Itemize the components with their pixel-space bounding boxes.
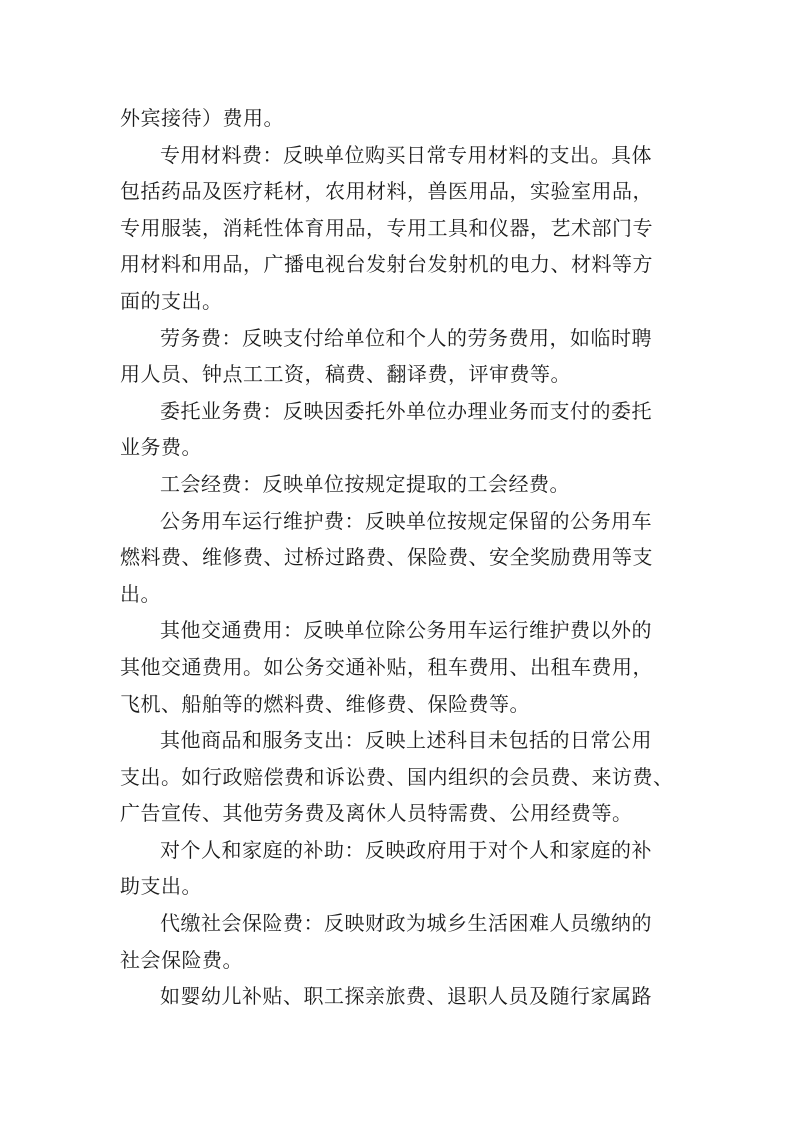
text-line: 工会经费：反映单位按规定提取的工会经费。 [160,471,570,496]
text-line: 面的支出。 [120,288,223,313]
text-line: 广告宣传、其他劳务费及离休人员特需费、公用经费等。 [120,801,633,826]
text-line: 出。 [120,581,161,606]
text-line: 包括药品及医疗耗材，农用材料，兽医用品，实验室用品， [120,179,653,204]
text-line: 业务费。 [120,435,202,460]
text-line: 支出。如行政赔偿费和诉讼费、国内组织的会员费、来访费、 [120,764,674,789]
text-line: 公务用车运行维护费：反映单位按规定保留的公务用车 [160,508,652,533]
text-line: 专用材料费：反映单位购买日常专用材料的支出。具体 [160,142,652,167]
text-line: 助支出。 [120,874,202,899]
text-line: 其他交通费用。如公务交通补贴，租车费用、出租车费用， [120,654,653,679]
text-line: 专用服装，消耗性体育用品，专用工具和仪器，艺术部门专 [120,215,653,240]
text-line: 代缴社会保险费：反映财政为城乡生活困难人员缴纳的 [160,911,652,936]
text-line: 对个人和家庭的补助：反映政府用于对个人和家庭的补 [160,837,652,862]
text-line: 如婴幼儿补贴、职工探亲旅费、退职人员及随行家属路 [160,984,652,1009]
text-line: 飞机、船舶等的燃料费、维修费、保险费等。 [120,691,530,716]
text-line: 用人员、钟点工工资，稿费、翻译费，评审费等。 [120,362,571,387]
text-line: 其他商品和服务支出：反映上述科目未包括的日常公用 [160,728,652,753]
document-body [120,100,680,1015]
text-line: 社会保险费。 [120,947,243,972]
text-line: 外宾接待）费用。 [120,106,284,130]
text-line: 其他交通费用：反映单位除公务用车运行维护费以外的 [160,618,652,643]
text-line: 劳务费：反映支付给单位和个人的劳务费用，如临时聘 [160,325,652,350]
text-line: 燃料费、维修费、过桥过路费、保险费、安全奖励费用等支 [120,545,653,570]
text-line: 委托业务费：反映因委托外单位办理业务而支付的委托 [160,398,652,423]
text-line: 用材料和用品，广播电视台发射台发射机的电力、材料等方 [120,252,653,277]
